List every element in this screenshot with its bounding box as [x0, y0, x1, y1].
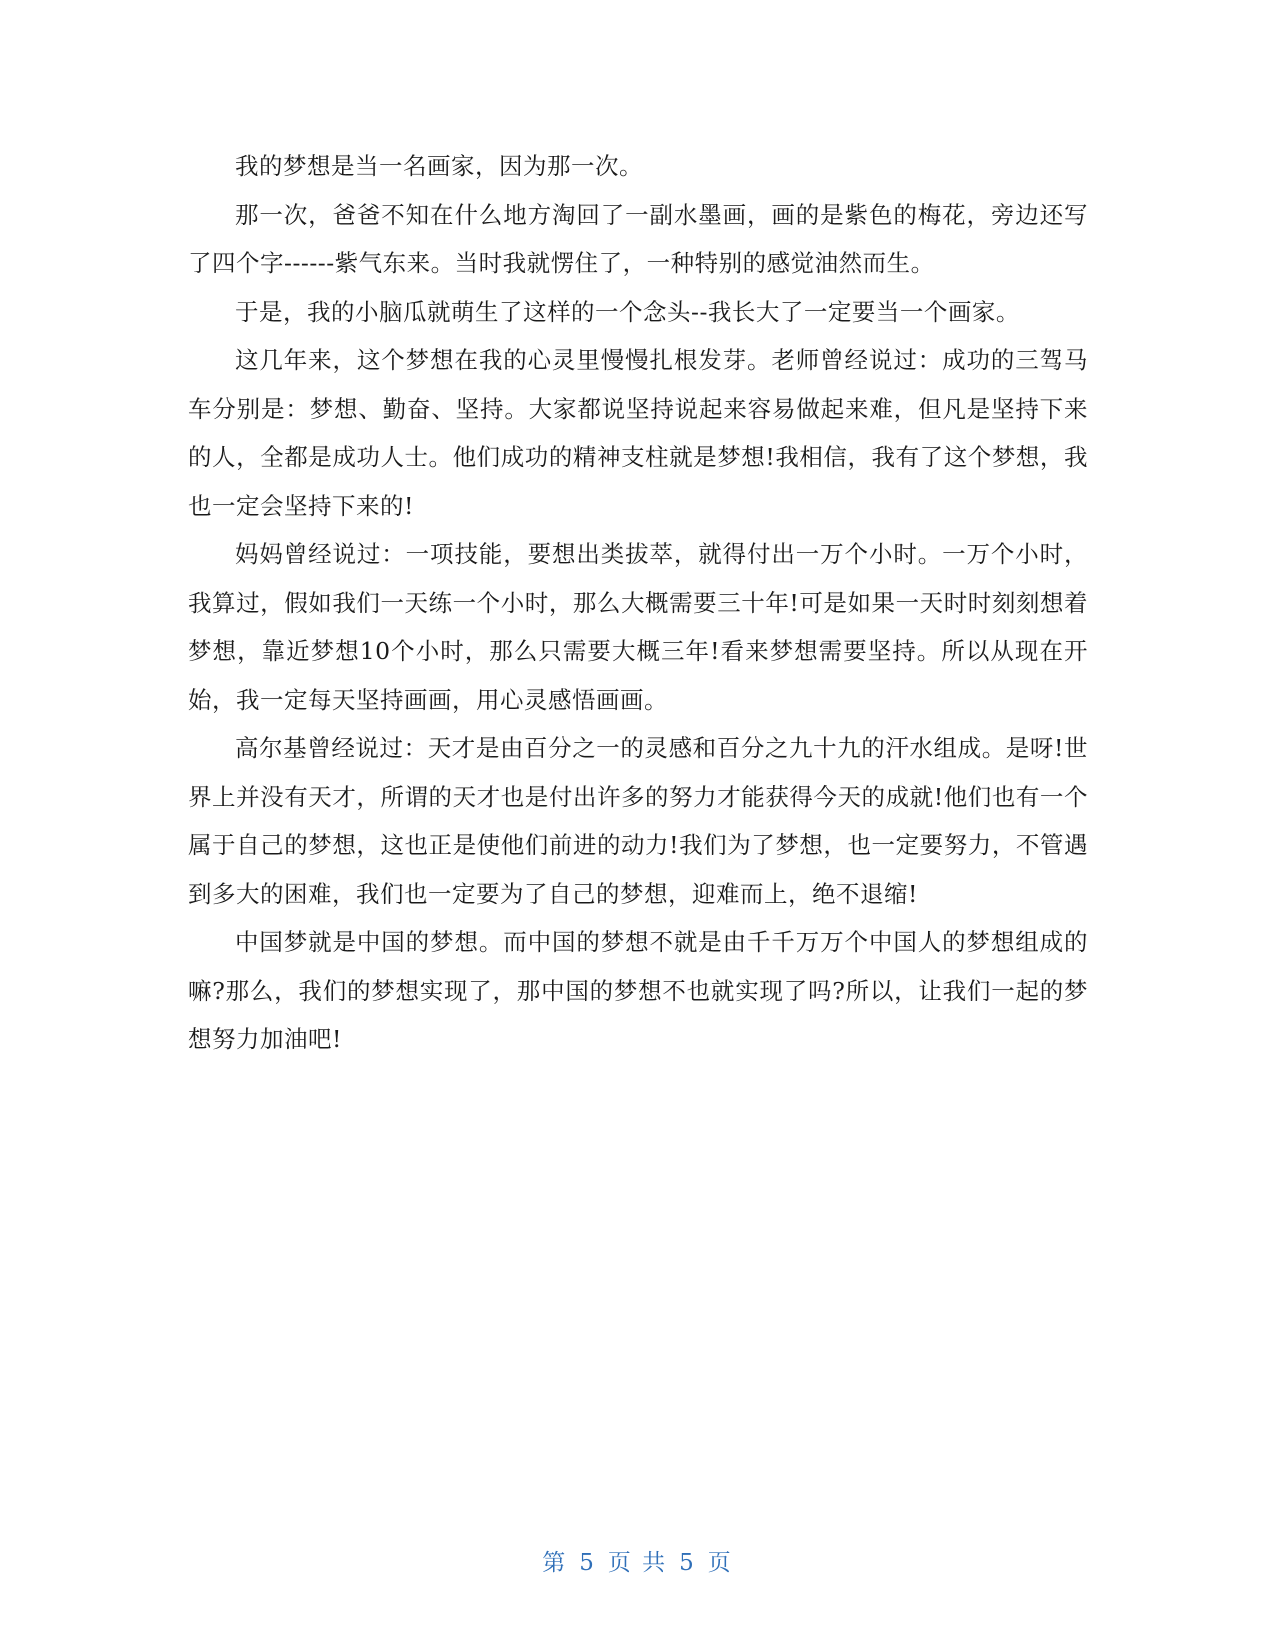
page-current: 5: [579, 1550, 596, 1576]
document-body: [188, 142, 1088, 1064]
paragraph-2: 那一次，爸爸不知在什么地方淘回了一副水墨画，画的是紫色的梅花，旁边还写了四个字------紫气东来。当时我就愣住了，一种特别的感觉油然而生。: [188, 200, 1088, 277]
paragraph-7: 中国梦就是中国的梦想。而中国的梦想不就是由千千万万个中国人的梦想组成的嘛?那么，我们的梦想实现了，那中国的梦想不也就实现了吗?所以，让我们一起的梦想努力加油吧!: [188, 928, 1088, 1053]
page-prefix: 第: [542, 1550, 568, 1576]
paragraph-6: 高尔基曾经说过：天才是由百分之一的灵感和百分之九十九的汗水组成。是呀!世界上并没有天才，所谓的天才也是付出许多的努力才能获得今天的成就!他们也有一个属于自己的梦想，这也正是使他们前进的动力!我们为了梦想，也一定要努力，不管遇到多大的困难，我们也一定要为了自己的梦想，迎难而上，绝不退缩!: [188, 734, 1088, 908]
page-suffix: 页: [707, 1550, 733, 1576]
paragraph-3: 于是，我的小脑瓜就萌生了这样的一个念头--我长大了一定要当一个画家。: [235, 297, 1020, 326]
page-number-footer: [0, 1544, 1275, 1577]
page-total: 5: [679, 1550, 696, 1576]
paragraph-1: 我的梦想是当一名画家，因为那一次。: [235, 152, 643, 180]
paragraph-4: 这几年来，这个梦想在我的心灵里慢慢扎根发芽。老师曾经说过：成功的三驾马车分别是：梦想、勤奋、坚持。大家都说坚持说起来容易做起来难，但凡是坚持下来的人，全都是成功人士。他们成功的精神支柱就是梦想!我相信，我有了这个梦想，我也一定会坚持下来的!: [188, 346, 1088, 520]
page-mid: 页 共: [607, 1550, 668, 1576]
paragraph-5: 妈妈曾经说过：一项技能，要想出类拔萃，就得付出一万个小时。一万个小时，我算过，假如我们一天练一个小时，那么大概需要三十年!可是如果一天时时刻刻想着梦想，靠近梦想10个小时，那么只需要大概三年!看来梦想需要坚持。所以从现在开始，我一定每天坚持画画，用心灵感悟画画。: [188, 540, 1088, 714]
